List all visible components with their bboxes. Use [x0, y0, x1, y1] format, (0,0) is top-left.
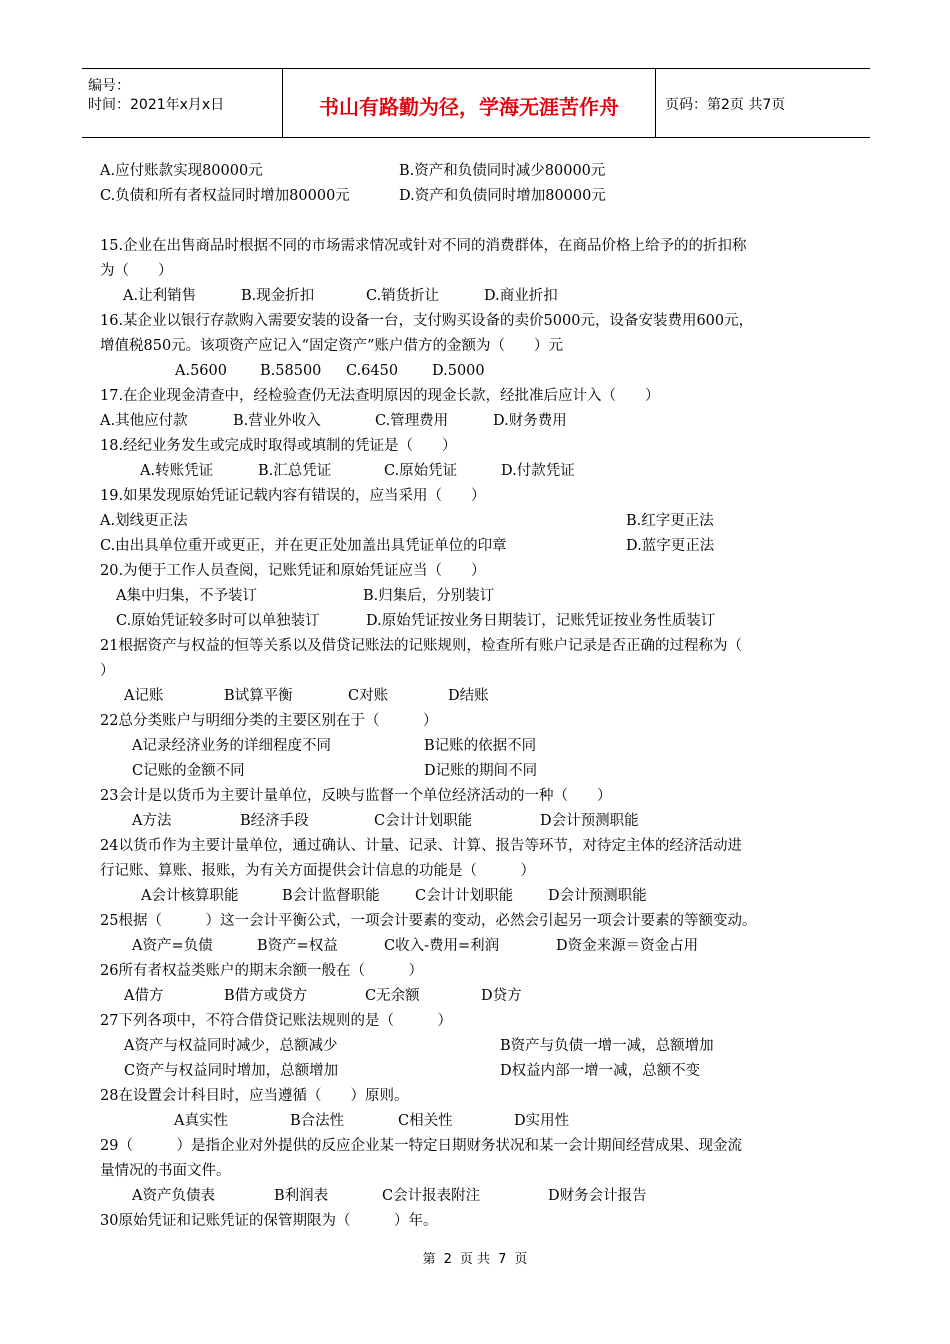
answer-option: D.原始凭证按业务日期装订，记账凭证按业务性质装订	[366, 613, 716, 629]
footer-pre: 第	[422, 1252, 436, 1267]
motto: 书山有路勤为径，学海无涯苦作舟	[319, 95, 619, 119]
question-text: 26所有者权益类账户的期末余额一般在（ ）	[100, 963, 423, 979]
answer-option: D实用性	[514, 1113, 570, 1129]
answer-option: C相关性	[398, 1113, 453, 1129]
answer-option: A资产与权益同时减少，总额减少	[124, 1038, 338, 1054]
header-motto-cell	[282, 69, 656, 137]
question-text: 29（ ）是指企业对外提供的反应企业某一特定日期财务状况和某一会计期间经营成果、现金流	[100, 1138, 742, 1154]
answer-option: A.5600	[175, 363, 227, 379]
question-text: 21根据资产与权益的恒等关系以及借贷记账法的记账规则，检查所有账户记录是否正确的过程称为（	[100, 638, 742, 654]
question-text: 量情况的书面文件。	[100, 1163, 231, 1179]
page-number-label: 页码：第2页 共7页	[665, 97, 786, 113]
question-text: 19.如果发现原始凭证记载内容有错误的，应当采用（ ）	[100, 488, 486, 504]
answer-option: B资产=权益	[257, 938, 338, 954]
answer-option: C记账的金额不同	[132, 763, 245, 779]
answer-option: A借方	[124, 988, 164, 1004]
answer-option: B经济手段	[240, 813, 309, 829]
answer-option: C会计报表附注	[382, 1188, 481, 1204]
answer-option: B.资产和负债同时减少80000元	[399, 163, 606, 179]
answer-option: C.管理费用	[375, 413, 449, 429]
answer-option: D资金来源＝资金占用	[556, 938, 699, 954]
question-text: 行记账、算账、报账，为有关方面提供会计信息的功能是（ ）	[100, 863, 535, 879]
footer-mid: 页 共	[459, 1252, 491, 1267]
footer-total-pages: 7	[498, 1252, 507, 1267]
page-header	[82, 68, 870, 138]
answer-option: C对账	[348, 688, 389, 704]
answer-option: A资产负债表	[132, 1188, 215, 1204]
answer-option: B试算平衡	[224, 688, 293, 704]
answer-option: C.由出具单位重开或更正，并在更正处加盖出具凭证单位的印章	[100, 538, 507, 554]
answer-option: D结账	[448, 688, 489, 704]
answer-option: A.划线更正法	[100, 513, 188, 529]
question-text: 16.某企业以银行存款购入需要安装的设备一台，支付购买设备的卖价5000元，设备安装费用600元，	[100, 313, 754, 329]
answer-option: B.现金折扣	[241, 288, 315, 304]
answer-option: D.付款凭证	[501, 463, 575, 479]
answer-option: C.负债和所有者权益同时增加80000元	[100, 188, 350, 204]
question-text: 20.为便于工作人员查阅，记账凭证和原始凭证应当（ ）	[100, 563, 486, 579]
answer-option: D会计预测职能	[540, 813, 639, 829]
date-label: 时间：2021年x月x日	[88, 97, 225, 113]
question-text: 18.经纪业务发生或完成时取得或填制的凭证是（ ）	[100, 438, 457, 454]
question-text: 为（ ）	[100, 263, 173, 279]
answer-option: A集中归集，不予装订	[116, 588, 257, 604]
answer-option: C.销货折让	[366, 288, 440, 304]
answer-option: C无余额	[365, 988, 420, 1004]
answer-option: D.5000	[432, 363, 485, 379]
question-text: 15.企业在出售商品时根据不同的市场需求情况或针对不同的消费群体，在商品价格上给予的的折扣称	[100, 238, 747, 254]
footer-post: 页	[514, 1252, 528, 1267]
answer-option: B.营业外收入	[233, 413, 321, 429]
answer-option: D贷方	[481, 988, 522, 1004]
question-text: 28在设置会计科目时，应当遵循（ ）原则。	[100, 1088, 409, 1104]
header-meta-cell	[82, 69, 282, 137]
question-text: 27下列各项中，不符合借贷记账法规则的是（ ）	[100, 1013, 452, 1029]
question-text: 25根据（ ）这一会计平衡公式，一项会计要素的变动，必然会引起另一项会计要素的等额变动。	[100, 913, 757, 929]
answer-option: D财务会计报告	[548, 1188, 647, 1204]
answer-option: A.转账凭证	[140, 463, 214, 479]
question-text: 17.在企业现金清查中，经检验查仍无法查明原因的现金长款，经批准后应计入（ ）	[100, 388, 660, 404]
answer-option: D记账的期间不同	[424, 763, 538, 779]
answer-option: C.原始凭证较多时可以单独装订	[116, 613, 320, 629]
answer-option: A资产=负债	[132, 938, 213, 954]
question-text: 22总分类账户与明细分类的主要区别在于（ ）	[100, 713, 438, 729]
answer-option: A.应付账款实现80000元	[100, 163, 263, 179]
answer-option: B记账的依据不同	[424, 738, 537, 754]
question-text: 23会计是以货币为主要计量单位，反映与监督一个单位经济活动的一种（ ）	[100, 788, 612, 804]
answer-option: A记录经济业务的详细程度不同	[132, 738, 331, 754]
page-footer	[0, 1248, 950, 1267]
serial-label: 编号：	[88, 78, 130, 94]
answer-option: D.商业折扣	[484, 288, 558, 304]
answer-option: D权益内部一增一减，总额不变	[500, 1063, 701, 1079]
answer-option: C资产与权益同时增加，总额增加	[124, 1063, 339, 1079]
answer-option: B利润表	[274, 1188, 329, 1204]
answer-option: D会计预测职能	[548, 888, 647, 904]
answer-option: B会计监督职能	[282, 888, 380, 904]
question-text: 增值税850元。该项资产应记入“固定资产”账户借方的金额为（ ）元	[100, 338, 563, 354]
header-page-cell	[655, 69, 870, 137]
answer-option: D.资产和负债同时增加80000元	[399, 188, 606, 204]
answer-option: B合法性	[290, 1113, 345, 1129]
answer-option: A方法	[132, 813, 172, 829]
answer-option: B.归集后，分别装订	[363, 588, 495, 604]
footer-page-number: 2	[443, 1252, 452, 1267]
answer-option: C会计计划职能	[374, 813, 473, 829]
question-text: 24以货币作为主要计量单位，通过确认、计量、记录、计算、报告等环节，对待定主体的经济活动进	[100, 838, 742, 854]
answer-option: D.蓝字更正法	[626, 538, 715, 554]
answer-option: A.让利销售	[123, 288, 197, 304]
answer-option: B.红字更正法	[626, 513, 714, 529]
answer-option: B借方或贷方	[224, 988, 308, 1004]
answer-option: C.6450	[346, 363, 399, 379]
answer-option: C会计计划职能	[415, 888, 514, 904]
answer-option: C收入-费用=利润	[384, 938, 500, 954]
answer-option: A真实性	[174, 1113, 228, 1129]
answer-option: C.原始凭证	[384, 463, 458, 479]
answer-option: A会计核算职能	[141, 888, 239, 904]
answer-option: D.财务费用	[493, 413, 567, 429]
answer-option: A记账	[124, 688, 164, 704]
question-text: ）	[100, 663, 115, 679]
answer-option: A.其他应付款	[100, 413, 188, 429]
answer-option: B.汇总凭证	[258, 463, 332, 479]
answer-option: B资产与负债一增一减，总额增加	[500, 1038, 714, 1054]
question-text: 30原始凭证和记账凭证的保管期限为（ ）年。	[100, 1213, 438, 1229]
answer-option: B.58500	[260, 363, 322, 379]
